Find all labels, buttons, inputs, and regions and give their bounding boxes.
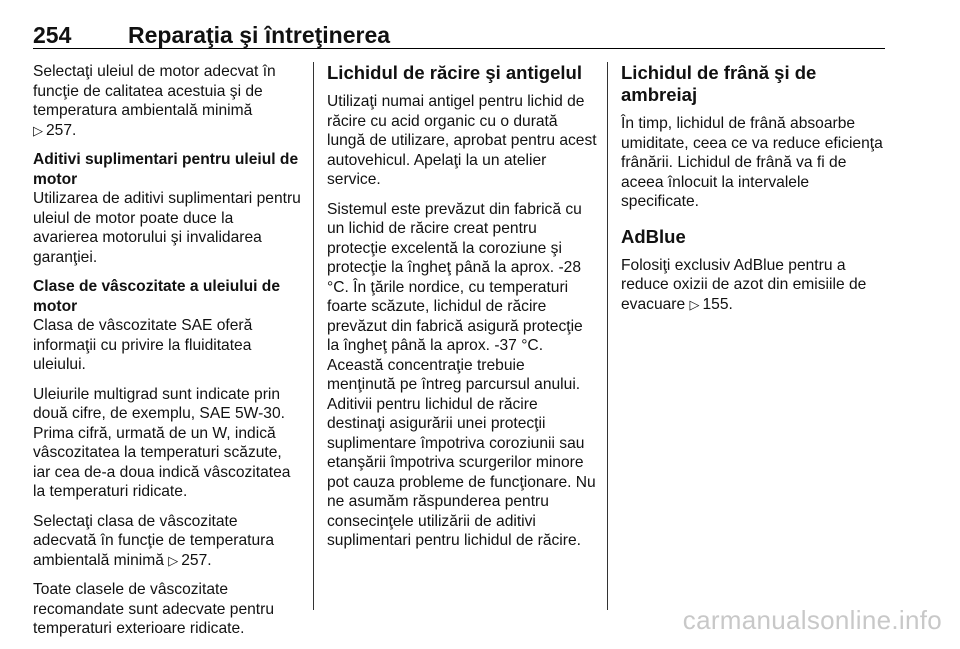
page-number: 254 — [33, 22, 72, 48]
brake-fluid-heading: Lichidul de frână şi de ambreiaj — [621, 62, 817, 105]
intro-page-ref[interactable]: 257. — [46, 121, 77, 139]
aditivi-paragraph: Utilizarea de aditivi suplimentari pentru uleiul de motor poate duce la avarierea motorului şi invalidarea garanţiei. — [33, 190, 301, 266]
clase-heading: Clase de vâscozitate a uleiului de motor — [33, 278, 280, 315]
page-title: Reparaţia şi întreţinerea — [128, 22, 391, 48]
clase-paragraph: Clasa de vâscozitate SAE oferă informaţii cu privire la fluiditatea uleiului. — [33, 317, 253, 373]
multigrad-paragraph: Uleiurile multigrad sunt indicate prin două cifre, de exemplu, SAE 5W-30. Prima cifră, urmată de un W, indică vâscozitatea la temperaturi scăzute, iar cea de-a doua indică vâscozitatea la temperaturi ridicate. — [33, 385, 291, 500]
page-reference-arrow-icon: ▷ — [168, 552, 179, 568]
adblue-paragraph: Folosiţi exclusiv AdBlue pentru a reduce oxizii de azot din emisiile de evacuare ▷ 155. — [621, 256, 867, 313]
adblue-page-ref[interactable]: 155. — [702, 295, 733, 313]
adblue-heading: AdBlue — [621, 225, 686, 247]
column-divider-2 — [607, 62, 608, 610]
selectati-paragraph: Selectaţi clasa de vâscozitate adecvată în funcţie de temperatura ambientală minimă ▷ 257. — [33, 512, 274, 569]
column-2 — [327, 62, 597, 561]
column-1 — [33, 62, 301, 649]
coolant-paragraph-1: Utilizaţi numai antigel pentru lichid de răcire cu acid organic cu o durată lungă de utilizare, aprobat pentru acest autovehicul. Apelaţi la un atelier service. — [327, 93, 597, 188]
intro-paragraph: Selectaţi uleiul de motor adecvat în funcţie de calitatea acestuia şi de temperatura ambientală minimă ▷ 257. — [33, 63, 276, 139]
selectati-page-ref[interactable]: 257. — [181, 551, 212, 569]
column-divider-1 — [313, 62, 314, 610]
coolant-paragraph-2: Sistemul este prevăzut din fabrică cu un lichid de răcire creat pentru protecţie excelentă la coroziune şi protecţie la îngheţ până la aprox. -28 °C. În ţările nordice, cu temperaturi foarte scăzute, lichidul de răcire prevăzut din fabrică asigură protecţie la îngheţ până la aprox. -37 °C. Această concentraţie trebuie menţinută pe întreg parcursul anului. Aditivii pentru lichidul de răcire destinaţi asigurării unei protecţii suplimentare împotriva coroziunii sau etanşării împotriva scurgerilor minore pot cauza probleme de funcţionare. Nu ne asumăm răspunderea pentru consecinţele utilizării de aditivi suplimentari pentru lichidul de răcire. — [327, 200, 596, 549]
page-reference-arrow-icon: ▷ — [689, 296, 700, 312]
toate-paragraph: Toate clasele de vâscozitate recomandate sunt adecvate pentru temperaturi exterioare ridicate. — [33, 581, 274, 637]
watermark: carmanualsonline.info — [682, 605, 942, 635]
brake-fluid-paragraph: În timp, lichidul de frână absoarbe umiditate, ceea ce va reduce eficienţa frânării. Lichidul de frână va fi de aceea înlocuit la intervalele specificate. — [621, 115, 883, 210]
column-3 — [621, 62, 891, 324]
page-header — [33, 22, 885, 49]
aditivi-heading: Aditivi suplimentari pentru uleiul de motor — [33, 151, 299, 188]
coolant-heading: Lichidul de răcire şi antigelul — [327, 62, 582, 83]
page-reference-arrow-icon: ▷ — [33, 122, 43, 138]
